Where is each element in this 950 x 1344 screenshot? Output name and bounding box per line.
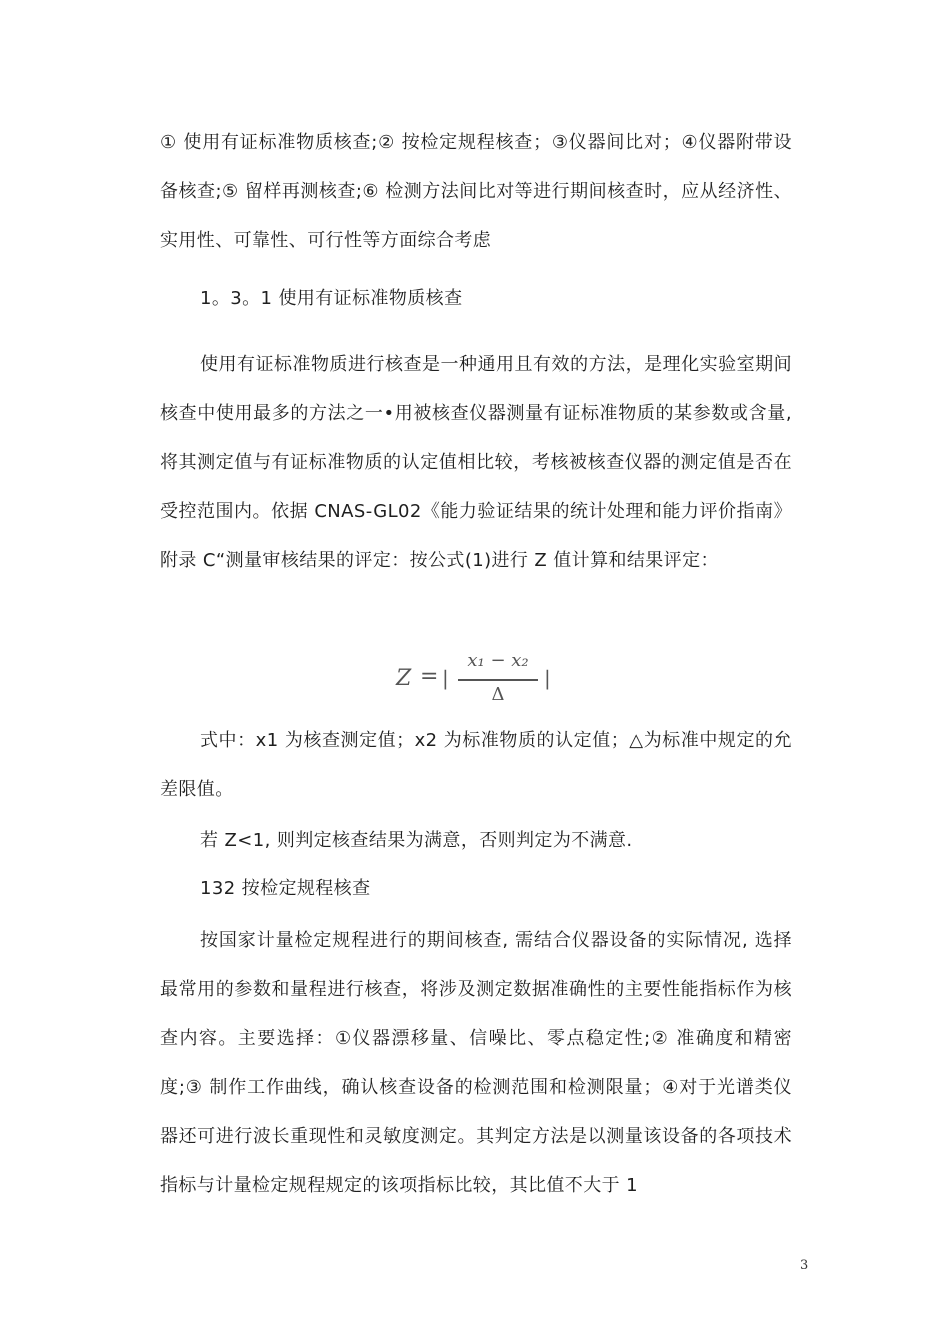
formula-z: Z [396,666,412,691]
formula-abs-left: | [442,666,449,690]
paragraph-judgement: 若 Z<1, 则判定核查结果为满意，否则判定为不满意. [200,830,633,851]
formula-fraction-line [458,679,538,681]
section-heading-1-3-2: 132 按检定规程核查 [200,878,371,899]
page-number: 3 [800,1258,809,1273]
section-heading-1-3-1: 1。3。1 使用有证标准物质核查 [200,288,463,309]
paragraph-reference-material: 使用有证标准物质进行核查是一种通用且有效的方法，是理化实验室期间核查中使用最多的方法之一•用被核查仪器测量有证标准物质的某参数或含量, 将其测定值与有证标准物质的认定值相比较，考核被核查仪器的测定值是否在受控范围内。依据 CNAS-GL02《能力验证结果的统计处理和能力评价指南》附录 C“测量审核结果的评定：按公式(1)进行 Z 值计算和结果评定： [160,354,792,571]
formula-equals: = [420,664,439,689]
paragraph-verification-rules: 按国家计量检定规程进行的期间核查, 需结合仪器设备的实际情况, 选择最常用的参数和量程进行核查，将涉及测定数据准确性的主要性能指标作为核查内容。主要选择：①仪器漂移量、信噪比、零点稳定性;② 准确度和精密度;③ 制作工作曲线，确认核查设备的检测范围和检测限量；④对于光谱类仪器还可进行波长重现性和灵敏度测定。其判定方法是以测量该设备的各项技术指标与计量检定规程规定的该项指标比较，其比值不大于 1 [160,930,792,1196]
formula-denominator: Δ [491,684,505,705]
paragraph-formula-legend: 式中：x1 为核查测定值；x2 为标准物质的认定值；△为标准中规定的允差限值。 [160,730,792,800]
paragraph-check-methods: ① 使用有证标准物质核查;② 按检定规程核查；③仪器间比对；④仪器附带设备核查;⑤ 留样再测核查;⑥ 检测方法间比对等进行期间核查时，应从经济性、实用性、可靠性、可行性等方面综合考虑 [160,132,792,251]
formula-numerator: x₁ − x₂ [467,650,529,671]
formula-abs-right: | [544,666,551,690]
z-value-formula [392,646,562,710]
